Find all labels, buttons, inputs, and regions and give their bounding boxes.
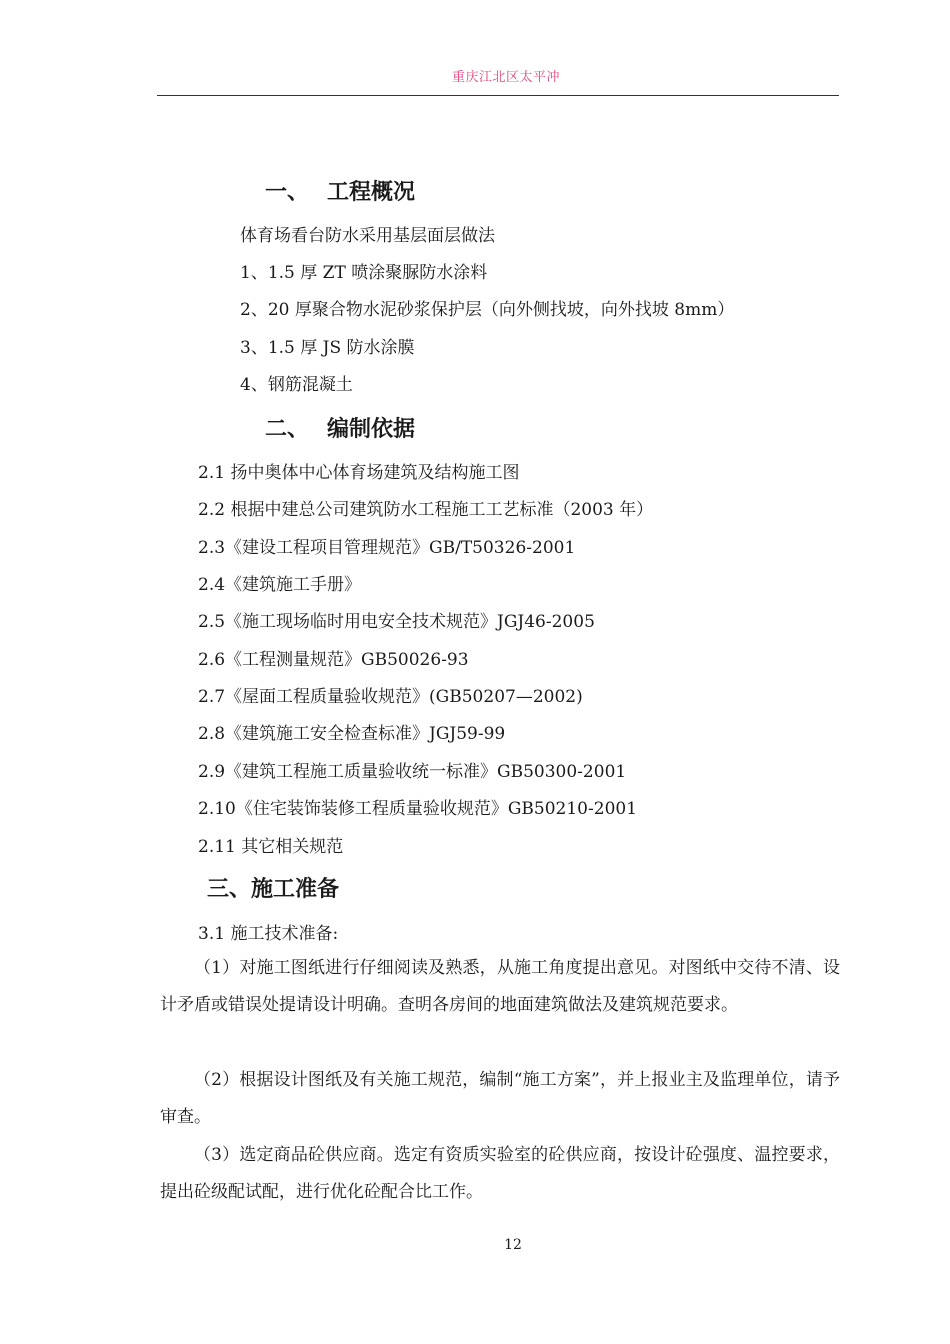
section1-intro: 体育场看台防水采用基层面层做法 (240, 226, 495, 246)
section3-heading: 三、施工准备 (207, 877, 340, 902)
reference-item: 2.7《屋面工程质量验收规范》(GB50207—2002) (198, 687, 583, 707)
reference-item: 2.1 扬中奥体中心体育场建筑及结构施工图 (198, 463, 520, 483)
reference-item: 2.10《住宅装饰装修工程质量验收规范》GB50210-2001 (198, 799, 638, 819)
reference-item: 2.9《建筑工程施工质量验收统一标准》GB50300-2001 (198, 762, 627, 782)
section1-item: 3、1.5 厚 JS 防水涂膜 (240, 338, 415, 358)
section3-paragraph: （3）选定商品砼供应商。选定有资质实验室的砼供应商，按设计砼强度、温控要求，提出砼级配试配，进行优化砼配合比工作。 (160, 1145, 840, 1202)
header-divider (157, 95, 839, 96)
section1-heading-number: 一、 (265, 180, 310, 205)
reference-item: 2.6《工程测量规范》GB50026-93 (198, 650, 469, 670)
reference-item: 2.2 根据中建总公司建筑防水工程施工工艺标准（2003 年） (198, 500, 654, 520)
reference-item: 2.8《建筑施工安全检查标准》JGJ59-99 (198, 724, 506, 744)
section2-heading-text: 编制依据 (327, 417, 416, 442)
page-number: 12 (504, 1237, 522, 1253)
section1-item: 1、1.5 厚 ZT 喷涂聚脲防水涂料 (240, 263, 488, 283)
section3-subheading: 3.1 施工技术准备: (198, 924, 339, 944)
reference-item: 2.4《建筑施工手册》 (198, 575, 362, 595)
reference-item: 2.11 其它相关规范 (198, 837, 344, 857)
section1-heading (265, 175, 415, 206)
section3-paragraph: （1）对施工图纸进行仔细阅读及熟悉，从施工角度提出意见。对图纸中交待不清、设计矛盾或错误处提请设计明确。查明各房间的地面建筑做法及建筑规范要求。 (160, 958, 840, 1015)
section1-item: 2、20 厚聚合物水泥砂浆保护层（向外侧找坡，向外找坡 8mm） (240, 300, 735, 320)
header-title: 重庆江北区太平冲 (451, 70, 560, 85)
reference-item: 2.5《施工现场临时用电安全技术规范》JGJ46-2005 (198, 612, 595, 632)
section1-heading-text: 工程概况 (327, 180, 416, 205)
section2-heading (265, 412, 415, 443)
section3-paragraph: （2）根据设计图纸及有关施工规范，编制“施工方案”，并上报业主及监理单位，请予审查。 (160, 1070, 840, 1127)
section2-heading-number: 二、 (265, 417, 310, 442)
reference-item: 2.3《建设工程项目管理规范》GB/T50326-2001 (198, 538, 576, 558)
section1-item: 4、钢筋混凝土 (240, 375, 353, 395)
